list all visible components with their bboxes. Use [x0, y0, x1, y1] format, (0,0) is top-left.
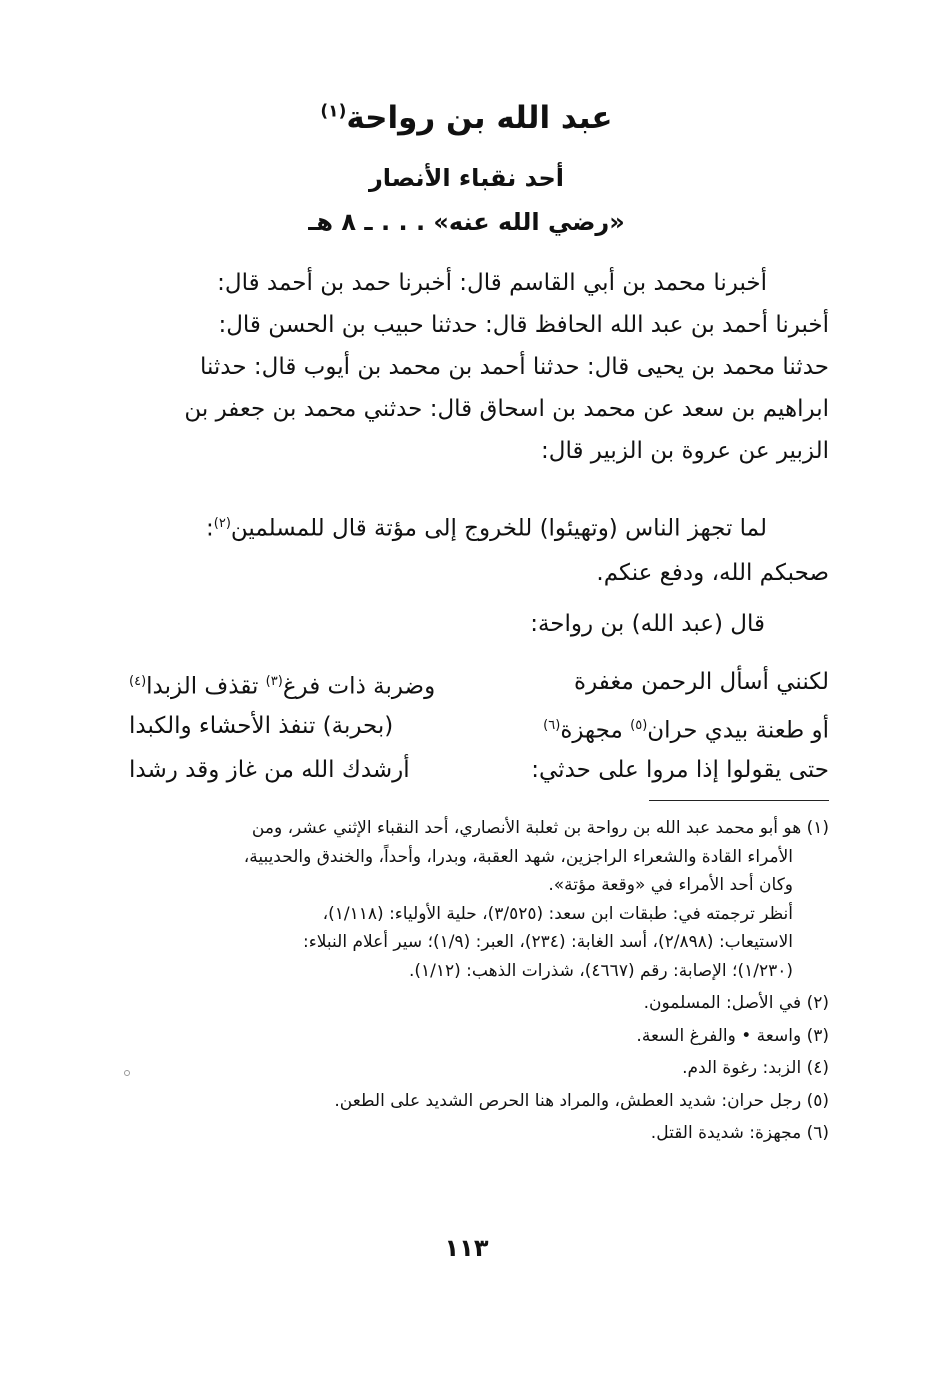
footnote-marker: (٤)	[129, 674, 147, 689]
footnote-line: (٥) رجل حران: شديد العطش، والمراد هنا الحرص الشديد على الطعن.	[334, 1090, 829, 1111]
isnad-line: ابراهيم بن سعد عن محمد بن اسحاق قال: حدثني محمد بن جعفر بن	[184, 396, 829, 422]
verse-row	[129, 662, 829, 706]
verse-row	[129, 750, 829, 794]
poem	[129, 662, 829, 794]
narration-line	[129, 502, 829, 551]
verse-text: تقذف الزبدا	[146, 673, 266, 700]
footnote-line: الأمراء القادة والشعراء الراجزين، شهد العقبة، وبدرا، وأحداً، والخندق والحديبية،	[243, 846, 793, 867]
page-title	[0, 100, 933, 136]
colon: :	[206, 515, 214, 542]
verse-second-hemistich	[129, 662, 435, 706]
footnote-line: (١) هو أبو محمد عبد الله بن رواحة بن ثعلبة الأنصاري، أحد النقباء الإثني عشر، ومن	[251, 818, 829, 838]
footnote-separator	[649, 800, 829, 801]
footnote-line: (٢) في الأصل: المسلمون.	[643, 993, 829, 1013]
footnote-marker: (٢)	[213, 516, 231, 531]
poem-intro: قال (عبد الله) بن رواحة:	[530, 611, 765, 637]
footnotes	[129, 814, 829, 1148]
narration-line: صحبكم الله، ودفع عنكم.	[596, 559, 829, 586]
narration-text: لما تجهز الناس (وتهيئوا) للخروج إلى مؤتة قال للمسلمين	[230, 515, 767, 542]
footnote-line: الاستيعاب: (٢/٨٩٨)، أسد الغابة: (٢٣٤)، العبر: (١/٩)؛ سير أعلام النبلاء:	[303, 932, 793, 952]
footnote-line: (١/٢٣٠)؛ الإصابة: رقم (٤٦٦٧)، شذرات الذهب: (١/١٢).	[408, 960, 793, 981]
print-speck	[124, 1070, 130, 1076]
dateline: «رضي الله عنه» . . . ـ ٨ هـ	[308, 208, 625, 236]
verse-text: أو طعنة بيدي حران	[647, 717, 829, 744]
verse-second-hemistich: (بحربة) تنفذ الأحشاء والكبدا	[129, 713, 394, 739]
isnad-line: حدثنا محمد بن يحيى قال: حدثنا أحمد بن محمد بن أيوب قال: حدثنا	[199, 354, 829, 380]
verse-first-hemistich: لكنني أسأل الرحمن مغفرة	[574, 669, 829, 695]
footnote-line: (٦) مجهزة: شديدة القتل.	[650, 1123, 829, 1143]
footnote-marker: (٣)	[265, 674, 283, 689]
page-number: ١١٣	[444, 1234, 489, 1262]
isnad-line: الزبير عن عروة بن الزبير قال:	[541, 438, 829, 464]
narration-paragraph	[129, 502, 829, 595]
isnad-paragraph	[129, 262, 829, 472]
verse-text: وضربة ذات فرغ	[282, 673, 436, 700]
isnad-line: أخبرنا محمد بن أبي القاسم قال: أخبرنا حمد بن أحمد قال:	[217, 270, 767, 296]
title-text: عبد الله بن رواحة	[346, 100, 613, 136]
verse-second-hemistich: أرشدك الله من غاز وقد رشدا	[129, 757, 410, 783]
verse-text: مجهزة	[560, 717, 631, 744]
verse-first-hemistich	[543, 706, 829, 750]
verse-row	[129, 706, 829, 750]
footnote-line: وكان أحد الأمراء في «وقعة مؤتة».	[548, 875, 793, 895]
footnote-line: (٤) الزبد: رغوة الدم.	[682, 1058, 829, 1078]
footnote-marker: (٥)	[630, 718, 648, 733]
page-subtitle: أحد نقباء الأنصار	[368, 164, 565, 192]
title-footnote-marker: (١)	[320, 101, 347, 122]
footnote-line: (٣) واسعة • والفرغ السعة.	[636, 1025, 829, 1046]
isnad-line: أخبرنا أحمد بن عبد الله الحافظ قال: حدثنا حبيب بن الحسن قال:	[218, 312, 829, 338]
verse-first-hemistich: حتى يقولوا إذا مروا على حدثي:	[531, 757, 829, 783]
footnote-line: أنظر ترجمته في: طبقات ابن سعد: (٣/٥٢٥)، حلية الأولياء: (١/١١٨)،	[322, 903, 793, 924]
footnote-marker: (٦)	[543, 718, 561, 733]
